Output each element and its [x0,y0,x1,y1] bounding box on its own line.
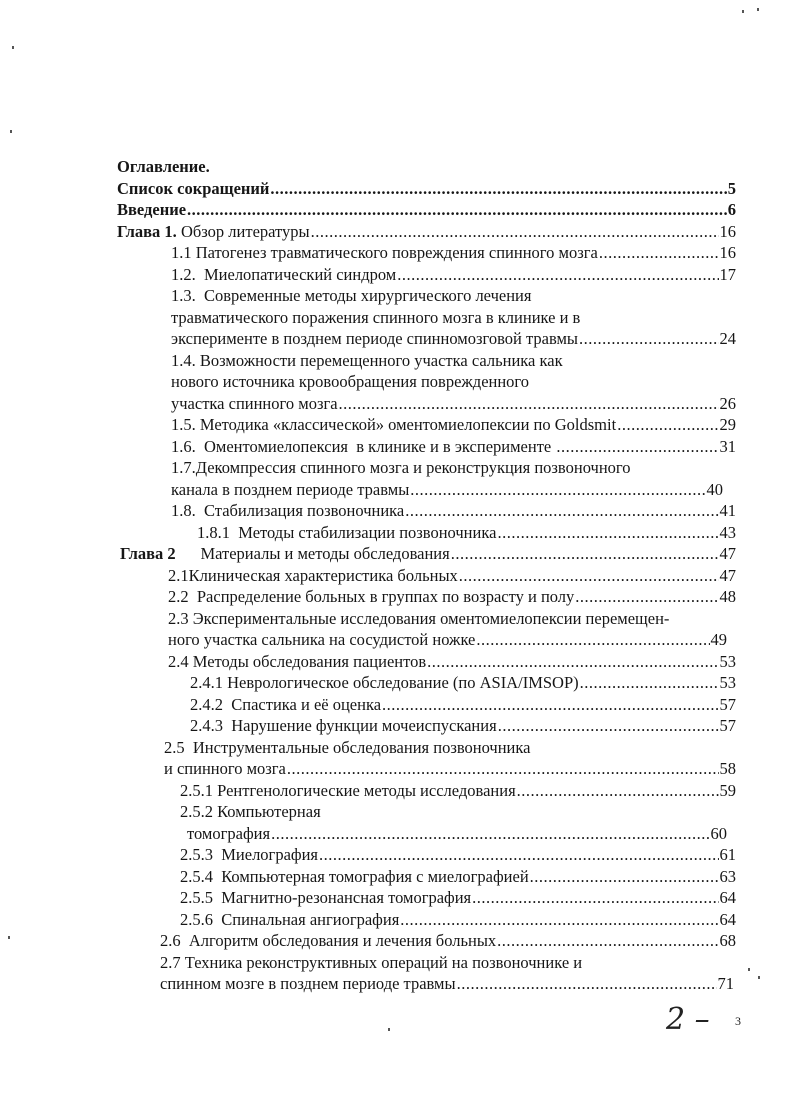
toc-entry: эксперименте в позднем периоде спинномозговой травмы ..... 24 [0,328,736,350]
scan-speck [742,10,744,13]
toc-entry: 2.4 Методы обследования пациентов ..... 53 [0,651,736,673]
scan-speck [10,130,12,133]
toc-entry: 1.8.1 Методы стабилизации позвоночника ..... 43 [0,522,736,544]
toc-entry: 1.6. Оментомиелопексия в клинике и в эксперименте ..... 31 [0,436,736,458]
toc-entry: 1.8. Стабилизация позвоночника ..... 41 [0,500,736,522]
toc-heading: Оглавление. [117,157,210,176]
scan-speck [388,1028,390,1031]
scan-speck [757,8,759,11]
toc-entry-line: 2.7 Техника реконструктивных операций на позвоночнике и [160,952,583,972]
toc-entry: Глава 2 Материалы и методы обследования ..... 47 [0,543,736,565]
toc-entry-line: 1.4. Возможности перемещенного участка сальника как [171,350,563,370]
toc-entry: 1.1 Патогенез травматического повреждения спинного мозга ..... 16 [0,242,736,264]
scan-speck [8,936,10,939]
toc-entry: 2.5.6 Спинальная ангиография ..... 64 [0,909,736,931]
toc-entry: 2.5.1 Рентгенологические методы исследования ..... 59 [0,780,736,802]
toc-entry-line: 2.5.2 Компьютерная [180,802,321,821]
toc-entry-line: травматического поражения спинного мозга в клинике и в [171,307,581,327]
toc-entry: Глава 1. Обзор литературы ..... 16 [0,221,736,243]
toc-entry: Список сокращений ..... 5 [0,178,736,200]
toc-entry: 2.4.1 Неврологическое обследование (по ASIA/IMSOP) ..... 53 [0,672,736,694]
page-number: 3 [735,1014,741,1028]
handwritten-note: 2 – [666,1002,710,1037]
toc-entry: 2.4.3 Нарушение функции мочеиспускания ..... 57 [0,715,736,737]
scan-speck [12,46,14,49]
toc-entry-line: нового источника кровообращения поврежденного [171,372,530,391]
scan-speck [758,976,760,979]
toc-entry: и спинного мозга ..... 58 [0,758,736,780]
toc-entry: 2.2 Распределение больных в группах по возрасту и полу ..... 48 [0,586,736,608]
toc-entry: 2.5.4 Компьютерная томография с миелографией ..... 63 [0,866,736,888]
table-of-contents [0,156,799,995]
toc-entry-line: 2.3 Экспериментальные исследования оментомиелопексии перемещен- [168,608,670,628]
toc-entry-line: 1.7.Декомпрессия спинного мозга и реконструкция позвоночного [171,458,631,477]
toc-entry: канала в позднем периоде травмы ..... 40 [0,479,723,501]
toc-entry-line: 2.5 Инструментальные обследования позвоночника [164,737,531,757]
toc-entry: 2.5.5 Магнитно-резонансная томография ..... 64 [0,887,736,909]
toc-entry: 2.1Клиническая характеристика больных ..... 47 [0,565,736,587]
toc-entry: 2.6 Алгоритм обследования и лечения больных ..... 68 [0,930,736,952]
toc-entry: участка спинного мозга ..... 26 [0,393,736,415]
toc-entry: 1.5. Методика «классической» оментомиелопексии по Goldsmit ..... 29 [0,414,736,436]
toc-entry: 1.2. Миелопатический синдром ..... 17 [0,264,736,286]
toc-entry: томография ..... 60 [0,823,727,845]
toc-entry: 2.5.3 Миелография ..... 61 [0,844,736,866]
toc-entry: спинном мозге в позднем периоде травмы ..... 71 [0,973,734,995]
toc-entry: ного участка сальника на сосудистой ножке ..... 49 [0,629,727,651]
toc-entry-line: 1.3. Современные методы хирургического лечения [171,286,532,305]
scan-speck [748,968,750,971]
toc-entry: Введение ..... 6 [0,199,736,221]
toc-entry: 2.4.2 Спастика и её оценка ..... 57 [0,694,736,716]
